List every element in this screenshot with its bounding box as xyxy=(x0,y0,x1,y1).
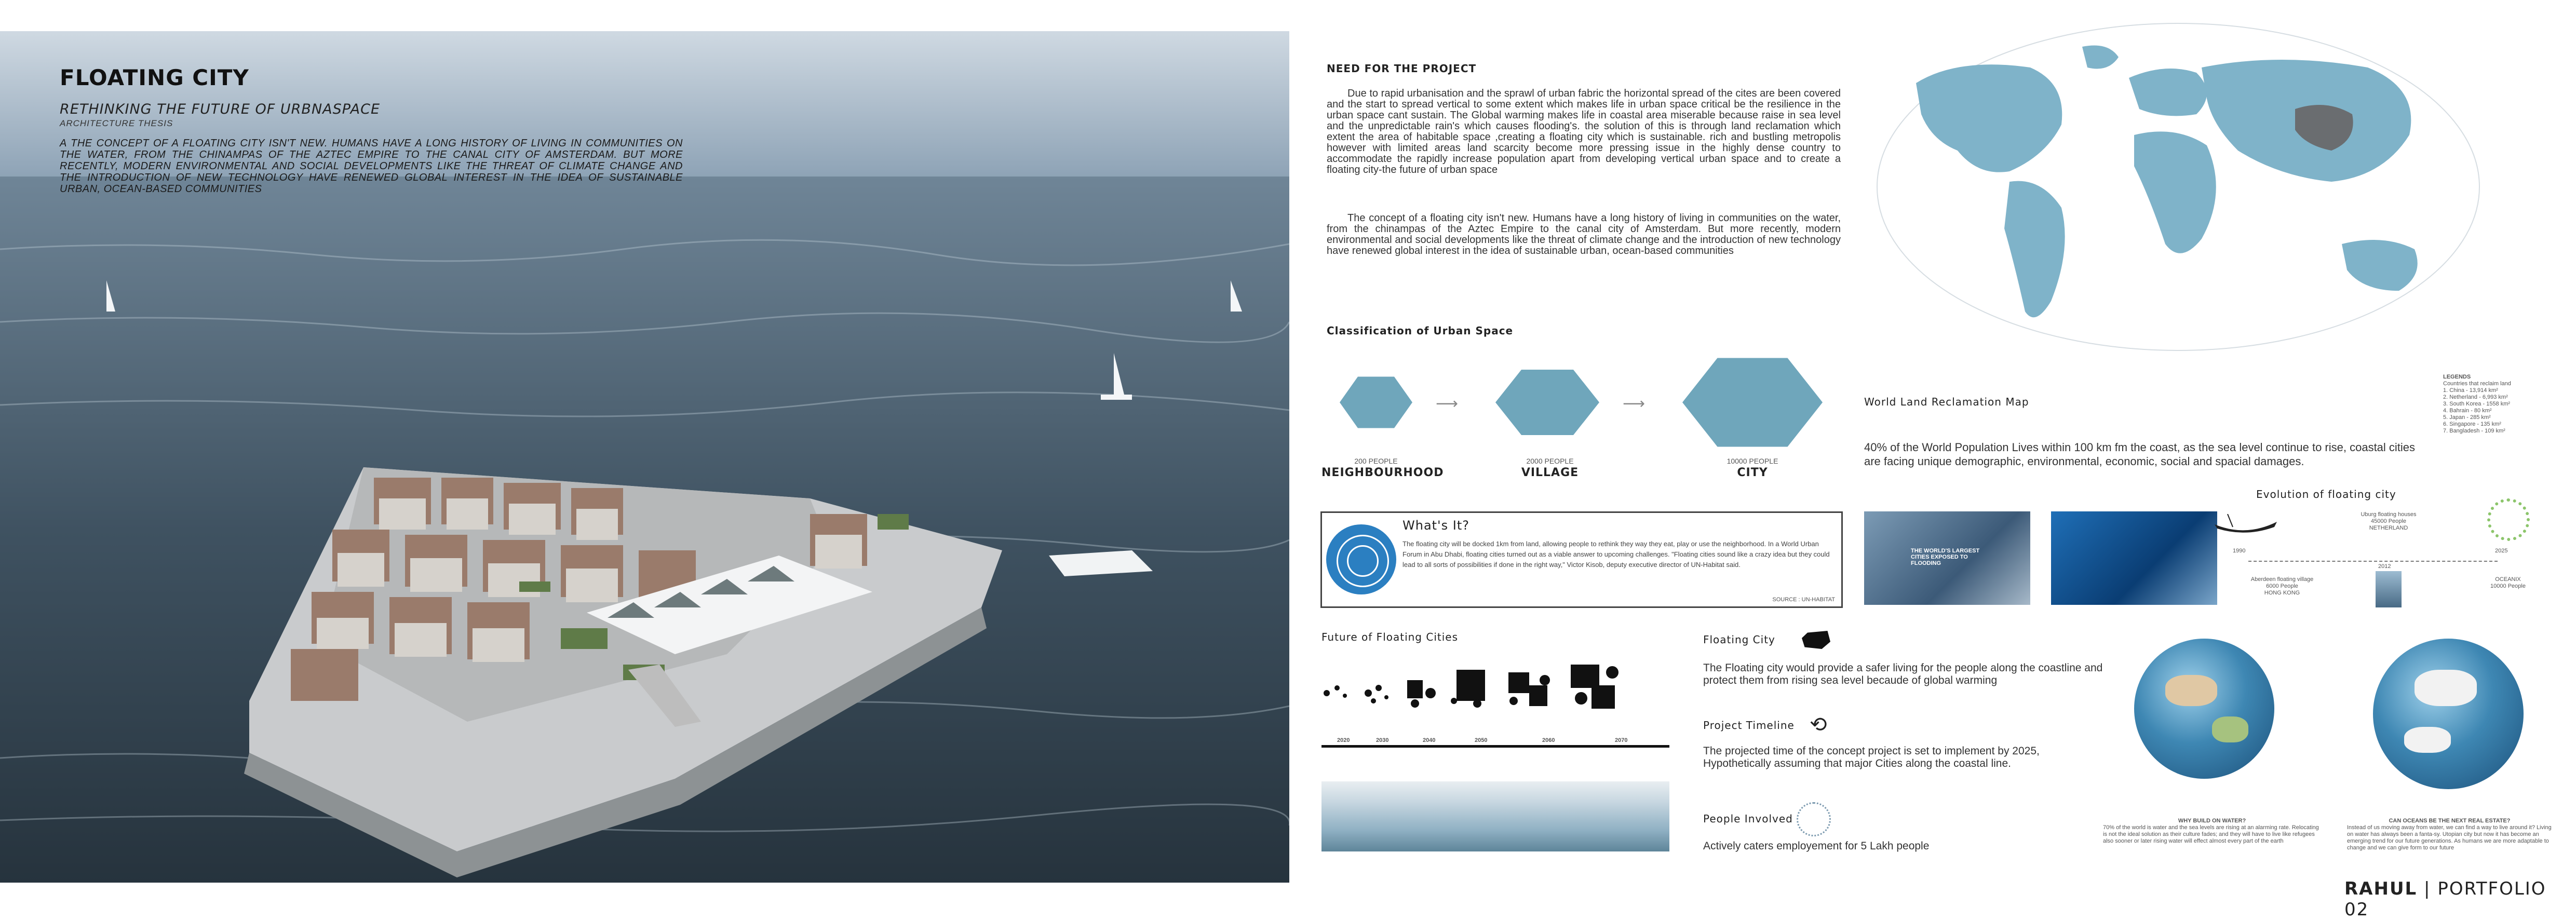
legend-item: 6. Singapore - 135 km² xyxy=(2443,421,2501,427)
hero-intro: A THE CONCEPT OF A FLOATING CITY ISN'T NEW. HUMANS HAVE A LONG HISTORY OF LIVING IN COMMUNITIES ON THE WATER, FROM THE CHINAMPAS OF THE AZTEC EMPIRE TO THE CANAL CITY OF AMSTERDAM. BUT MORE RECENTLY, MODERN ENVIRONMENTAL AND SOCIAL DEVELOPMENTS LIKE THE THREAT OF CLIMATE CHANGE AND THE INTRODUCTION OF NEW TECHNOLOGY HAVE RENEWED GLOBAL INTEREST IN THE IDEA OF SUSTAINABLE URBAN, OCEAN-BASED COMMUNITIES xyxy=(60,138,683,195)
whats-it-card xyxy=(1320,511,1843,608)
flood-photo-caption: THE WORLD'S LARGEST CITIES EXPOSED TO FLOODING xyxy=(1911,548,1980,566)
forum-photo xyxy=(2051,511,2217,605)
year-tick: 2070 xyxy=(1615,737,1628,743)
island-icon xyxy=(1802,631,1830,649)
neighbourhood-label: NEIGHBOURHOOD xyxy=(1321,466,1444,479)
aberdeen-label: Aberdeen floating village 6000 People HONG KONG xyxy=(2250,576,2314,596)
footer-separator: | xyxy=(2424,878,2431,899)
future-section-illustration xyxy=(1321,781,1669,851)
why-build-text: WHY BUILD ON WATER? 70% of the world is water and the sea levels are rising at an alarming rate. Relocating is not the ideal solution as their culture fades; and they will have to live like refugees also sooner or later rising water will effect almost every part of the earth xyxy=(2103,818,2319,844)
year-tick: 2060 xyxy=(1542,737,1555,743)
need-paragraph-1: Due to rapid urbanisation and the sprawl of urban fabric the horizontal spread of the cites are been covered and the start to spread vertical to some extent which makes life in urban space critical be the resilience in the urban space cant sustain. The Global warming makes life in coastal area miserable because raise in sea level and the unpredictable rain's which causes flooding's. the solution of this is through land reclamation which extent the area of habitable space ,creating a floating city which is sustainable. rich and bustling metropolis however with limited areas land scarcity become more pressing issue in the highly dense country to accommodate the rapidly increase population apart from developing vertical urban space and to create a floating city-the future of urban space xyxy=(1327,88,1841,175)
people-icon xyxy=(1797,802,1831,836)
future-heading: Future of Floating Cities xyxy=(1321,631,1459,643)
year-1990: 1990 xyxy=(2233,548,2246,554)
neighbourhood-hex xyxy=(1340,374,1412,431)
map-title: World Land Reclamation Map xyxy=(1864,396,2029,408)
legend-item: 3. South Korea - 1558 km² xyxy=(2443,401,2511,407)
legend-item: 2. Netherland - 6,993 km² xyxy=(2443,394,2508,400)
timeline-body: The projected time of the concept project is set to implement by 2025, Hypothetically assuming that major Cities along the coastal line. xyxy=(1703,745,2040,769)
globe-why-water xyxy=(2134,639,2274,779)
whats-it-source: SOURCE : UN-HABITAT xyxy=(1772,597,1835,603)
legend-title: LEGENDS xyxy=(2443,374,2471,380)
people-body: Actively caters employement for 5 Lakh people xyxy=(1703,840,1930,852)
legend-subtitle: Countries that reclaim land xyxy=(2443,381,2511,387)
future-axis xyxy=(1321,745,1669,748)
portfolio-page: PORTFOLIO 02 xyxy=(2344,878,2546,920)
arrow-icon: ⟶ xyxy=(1623,395,1646,412)
map-legend xyxy=(2443,374,2568,435)
uburg-label: Uburg floating houses 45000 People NETHERLAND xyxy=(2361,511,2417,531)
year-tick: 2020 xyxy=(1337,737,1350,743)
future-growth-diagram xyxy=(1321,657,1675,714)
city-hex xyxy=(1682,353,1823,452)
coastal-stat: 40% of the World Population Lives within 100 km fm the coast, as the sea level continue to rise, coastal cities are facing unique demographic, environmental, economic, social and spacial damages. xyxy=(1864,441,2416,468)
city-count: 10000 PEOPLE xyxy=(1727,457,1778,465)
hero-title: FLOATING CITY xyxy=(60,65,249,90)
year-tick: 2040 xyxy=(1423,737,1436,743)
year-tick: 2050 xyxy=(1475,737,1488,743)
globe-real-estate xyxy=(2373,639,2524,789)
evolution-heading: Evolution of floating city xyxy=(2256,488,2396,500)
floating-city-body: The Floating city would provide a safer living for the people along the coastline and protect them from rising sea level becaude of global warming xyxy=(1703,662,2103,686)
author-name: RAHUL xyxy=(2344,878,2418,899)
people-heading: People Involved xyxy=(1703,813,1793,825)
footer xyxy=(2344,878,2576,920)
classification-heading: Classification of Urban Space xyxy=(1327,324,1514,337)
village-count: 2000 PEOPLE xyxy=(1526,457,1574,465)
arrow-icon: ⟶ xyxy=(1436,395,1459,412)
flood-photo xyxy=(1864,511,2030,605)
hero-render xyxy=(0,31,1289,883)
whats-it-heading: What's It? xyxy=(1402,518,1470,533)
un-logo-icon xyxy=(1326,524,1396,594)
legend-item: 7. Bangladesh - 109 km² xyxy=(2443,428,2505,434)
gondola-icon xyxy=(2212,514,2280,535)
neighbourhood-count: 200 PEOPLE xyxy=(1354,457,1398,465)
city-label: CITY xyxy=(1737,466,1768,479)
timeline-heading: Project Timeline xyxy=(1703,719,1795,732)
oceanix-icon xyxy=(2487,498,2530,541)
legend-item: 4. Bahrain - 80 km² xyxy=(2443,408,2492,414)
uburg-photo xyxy=(2376,571,2402,607)
hero-tag: ARCHITECTURE THESIS xyxy=(60,118,173,128)
need-heading: NEED FOR THE PROJECT xyxy=(1327,62,1477,75)
legend-item: 1. China - 13,914 km² xyxy=(2443,387,2498,394)
evolution-timeline xyxy=(2248,561,2498,562)
need-paragraph-2: The concept of a floating city isn't new. Humans have a long history of living in communities on the water, from the chinampas of the Aztec Empire to the canal city of Amsterdam. But more recently, modern environmental and social developments like the threat of climate change and the introduction of new technology have renewed global interest in the idea of sustainable urban, ocean-based communities xyxy=(1327,212,1841,256)
timeline-icon: ⟲ xyxy=(1810,713,1827,736)
legend-item: 5. Japan - 285 km² xyxy=(2443,414,2491,421)
year-2012: 2012 xyxy=(2378,563,2391,570)
hero-subtitle: RETHINKING THE FUTURE OF URBNASPACE xyxy=(60,101,381,117)
year-tick: 2030 xyxy=(1376,737,1389,743)
village-label: VILLAGE xyxy=(1521,466,1579,479)
village-hex xyxy=(1495,366,1599,439)
floating-city-heading: Floating City xyxy=(1703,633,1775,646)
whats-it-body: The floating city will be docked 1km from land, allowing people to rethink they way they eat, play or use the neighborhood. In a World Urban Forum in Abu Dhabi, floating cities turned out as a viable answer to upcoming challenges. "Floating cities sound like a crazy idea but they could lead to all sorts of possibilities if done in the right way," Victor Kisob, deputy executive director of UN-Habitat said. xyxy=(1402,540,1830,569)
real-estate-text: CAN OCEANS BE THE NEXT REAL ESTATE? Instead of us moving away from water, we can find a way to live around it? Living on water has always been a fanta-sy. Utopian city but now it has become an emerging trend for our future generations. As humans we are more adaptable to change and we can give form to our future xyxy=(2347,818,2552,851)
year-2025: 2025 xyxy=(2495,548,2508,554)
oceanix-label: OCEANIX 10000 People xyxy=(2490,576,2526,589)
world-map xyxy=(1874,21,2482,353)
